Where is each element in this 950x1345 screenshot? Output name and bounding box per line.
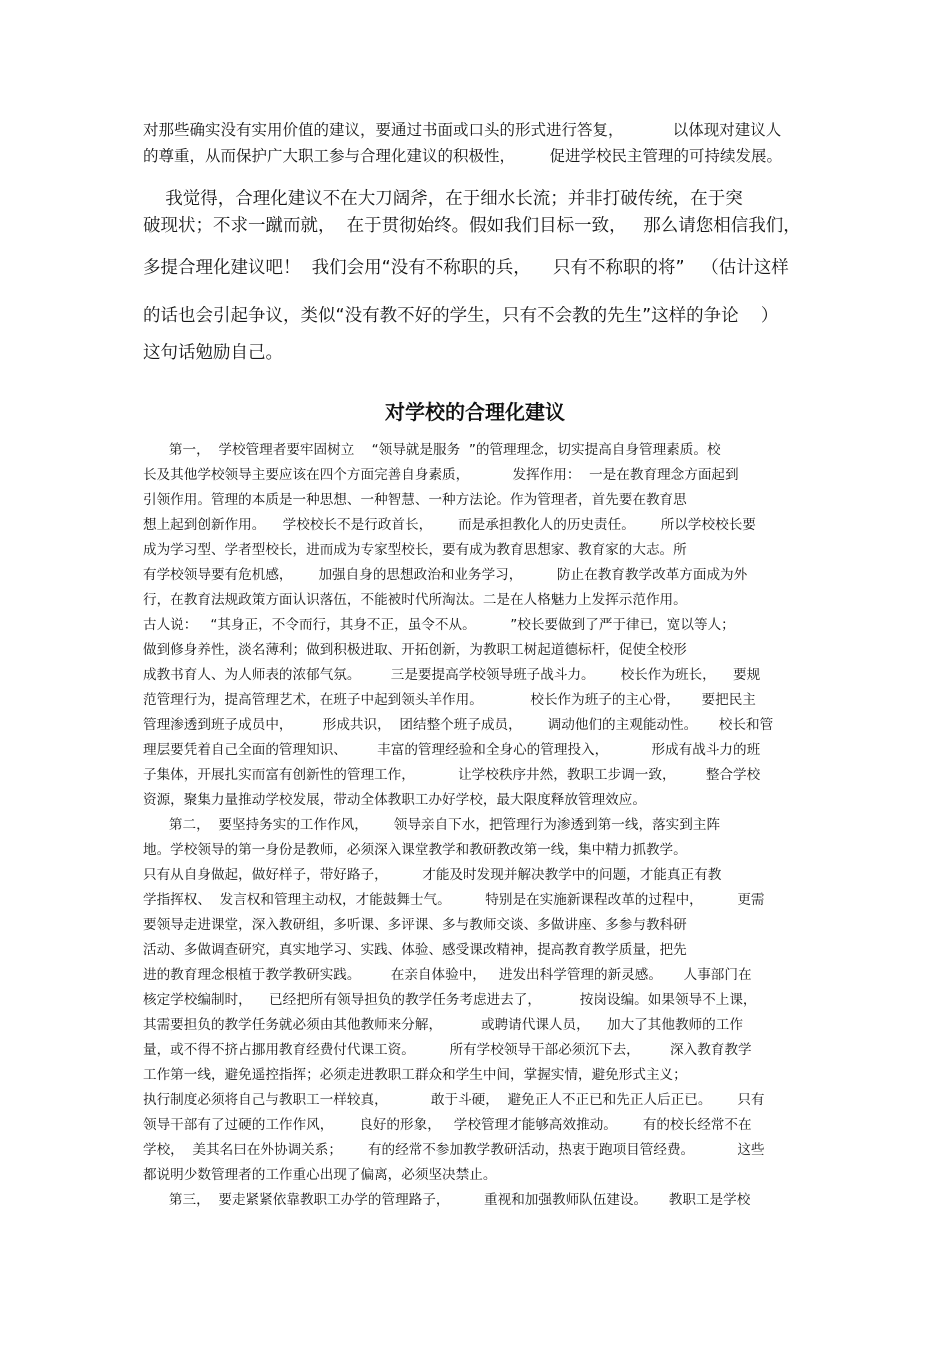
body-line-17: 地。学校领导的第一身份是教师，必须深入课堂教学和教研教改第一线，集中精力抓教学。 (143, 842, 687, 858)
body-line-16: 第二， 要坚持务实的工作作风， 领导亲自下水，把管理行为渗透到第一线，落实到主阵 (143, 817, 721, 833)
body-line-22: 进的教育理念根植于教学教研实践。 在亲自体验中， 进发出科学管理的新灵感。 人事部门在 (143, 967, 752, 983)
body-line-1: 第一， 学校管理者要牢固树立 “领导就是服务 ”的管理理念，切实提高自身管理素质。校 (143, 442, 721, 458)
body-line-31: 第三， 要走紧紧依靠教职工办学的管理路子， 重视和加强教师队伍建设。 教职工是学校 (143, 1192, 751, 1208)
intro-line-1: 对那些确实没有实用价值的建议，要通过书面或口头的形式进行答复， 以体现对建议人 (143, 121, 782, 139)
opinion-line-2: 破现状；不求一蹴而就， 在于贯彻始终。假如我们目标一致， 那么请您相信我们， (143, 216, 801, 236)
body-line-12: 管理渗透到班子成员中， 形成共识， 团结整个班子成员， 调动他们的主观能动性。 校长和管 (143, 717, 774, 733)
body-line-15: 资源，聚集力量推动学校发展，带动全体教职工办好学校，最大限度释放管理效应。 (143, 792, 646, 808)
body-line-30: 都说明少数管理者的工作重心出现了偏离，必须坚决禁止。 (143, 1167, 497, 1183)
body-line-11: 范管理行为，提高管理艺术，在班子中起到领头羊作用。 校长作为班子的主心骨， 要把民主 (143, 692, 756, 708)
opinion-line-3: 多提合理化建议吧！ 我们会用“没有不称职的兵， 只有不称职的将” （估计这样 (143, 258, 789, 278)
opinion-line-4: 的话也会引起争议，类似“没有教不好的学生，只有不会教的先生”这样的争论 ） (143, 306, 779, 326)
body-line-2: 长及其他学校领导主要应该在四个方面完善自身素质， 发挥作用： 一是在教育理念方面起到 (143, 467, 739, 483)
body-line-27: 执行制度必须将自己与教职工一样较真， 敢于斗硬， 避免正人不正已和先正人后正已。 只有 (143, 1092, 765, 1108)
body-line-5: 成为学习型、学者型校长，进而成为专家型校长，要有成为教育思想家、教育家的大志。所 (143, 542, 687, 558)
body-line-20: 要领导走进课堂，深入教研组，多听课、多评课、多与教师交谈、多做讲座、多参与教科研 (143, 917, 687, 933)
body-line-29: 学校， 美其名曰在外协调关系； 有的经常不参加教学教研活动，热衷于跑项目管经费。 这些 (143, 1142, 765, 1158)
body-line-25: 量，或不得不挤占挪用教育经费付代课工资。 所有学校领导干部必须沉下去， 深入教育教学 (143, 1042, 752, 1058)
body-line-10: 成教书育人、为人师表的浓郁气氛。 三是要提高学校领导班子战斗力。 校长作为班长， 要规 (143, 667, 761, 683)
body-line-9: 做到修身养性，淡名薄利；做到积极进取、开拓创新，为教职工树起道德标杆，促使全校形 (143, 642, 687, 658)
body-line-13: 理层要凭着自己全面的管理知识、 丰富的管理经验和全身心的管理投入， 形成有战斗力的班 (143, 742, 761, 758)
body-line-28: 领导干部有了过硬的工作作风， 良好的形象， 学校管理才能够高效推动。 有的校长经常不在 (143, 1117, 752, 1133)
opinion-line-5: 这句话勉励自己。 (143, 343, 283, 363)
body-line-3: 引领作用。管理的本质是一种思想、一种智慧、一种方法论。作为管理者，首先要在教育思 (143, 492, 687, 508)
section-title: 对学校的合理化建议 (385, 400, 565, 424)
body-line-4: 想上起到创新作用。 学校校长不是行政首长， 而是承担教化人的历史责任。 所以学校校长要 (143, 517, 756, 533)
intro-line-2: 的尊重，从而保护广大职工参与合理化建议的积极性， 促进学校民主管理的可持续发展。 (143, 147, 782, 165)
body-line-24: 其需要担负的教学任务就必须由其他教师来分解， 或聘请代课人员， 加大了其他教师的工作 (143, 1017, 743, 1033)
body-line-26: 工作第一线，避免遥控指挥；必须走进教职工群众和学生中间，掌握实情，避免形式主义； (143, 1067, 687, 1083)
opinion-line-1: 我觉得，合理化建议不在大刀阔斧，在于细水长流；并非打破传统，在于突 (143, 189, 743, 209)
body-line-6: 有学校领导要有危机感， 加强自身的思想政治和业务学习， 防止在教育教学改革方面成为外 (143, 567, 748, 583)
body-line-23: 核定学校编制时， 已经把所有领导担负的教学任务考虑进去了， 按岗设编。如果领导不上课， (143, 992, 757, 1008)
body-line-8: 古人说： “其身正，不令而行，其身不正，虽令不从。 ”校长要做到了严于律已，宽以等人； (143, 617, 735, 633)
body-line-14: 子集体，开展扎实而富有创新性的管理工作， 让学校秩序井然，教职工步调一致， 整合学校 (143, 767, 761, 783)
body-line-18: 只有从自身做起，做好样子，带好路子， 才能及时发现并解决教学中的问题，才能真正有教 (143, 867, 722, 883)
body-line-7: 行，在教育法规政策方面认识落伍，不能被时代所淘汰。二是在人格魅力上发挥示范作用。 (143, 592, 687, 608)
body-line-19: 学指挥权、 发言权和管理主动权，才能鼓舞士气。 特别是在实施新课程改革的过程中， 更需 (143, 892, 765, 908)
body-line-21: 活动、多做调查研究，真实地学习、实践、体验、感受课改精神，提高教育教学质量，把先 (143, 942, 687, 958)
